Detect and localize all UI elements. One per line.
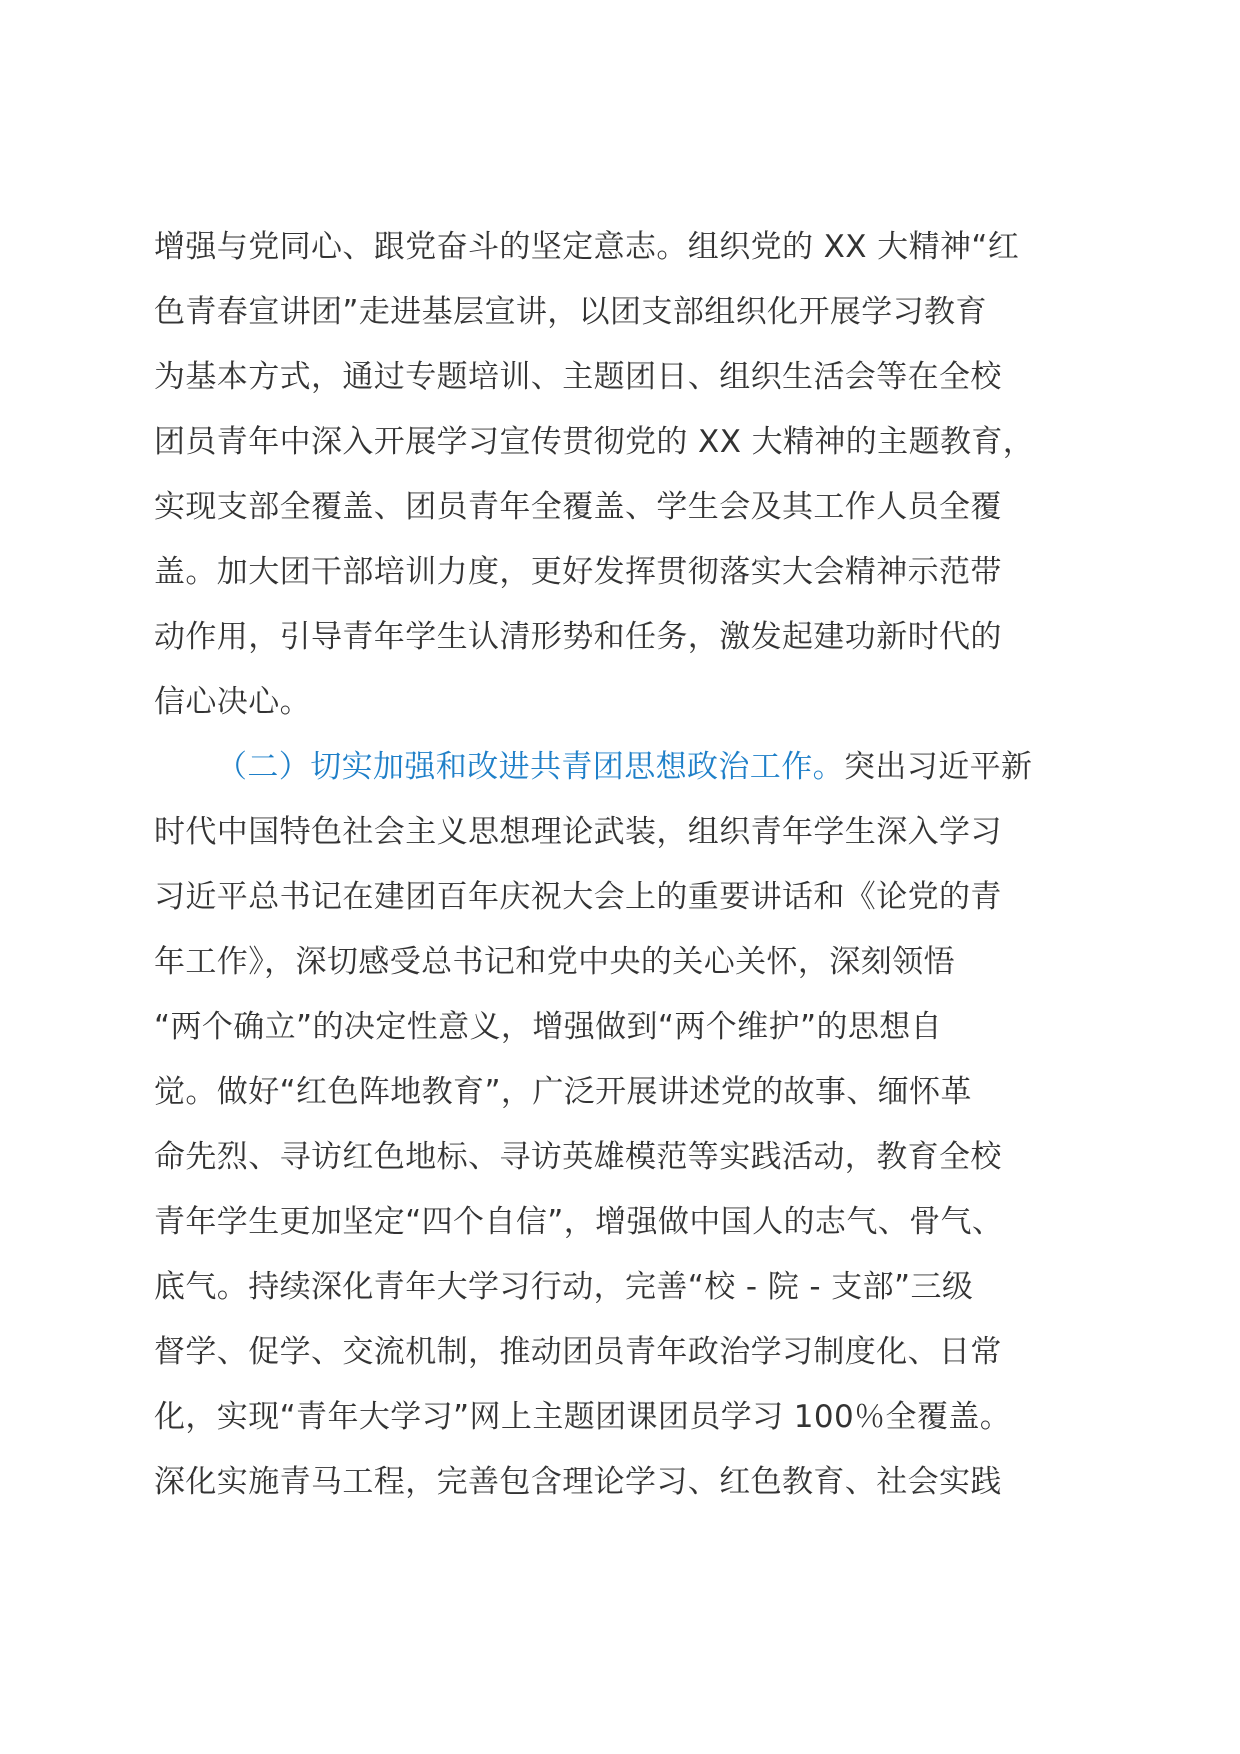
text-line: 深化实施青马工程，完善包含理论学习、红色教育、社会实践: [154, 1464, 1002, 1500]
heading-line-text: 突出习近平新: [844, 749, 1033, 785]
text-line: 时代中国特色社会主义思想理论武装，组织青年学生深入学习: [154, 814, 1002, 850]
text-line: 督学、促学、交流机制，推动团员青年政治学习制度化、日常: [154, 1334, 1002, 1370]
text-line: 色青春宣讲团”走进基层宣讲，以团支部组织化开展学习教育: [154, 294, 987, 330]
text-line: 化，实现“青年大学习”网上主题团课团员学习 100％全覆盖。: [154, 1399, 1012, 1435]
section-heading: （二）切实加强和改进共青团思想政治工作。: [216, 749, 844, 785]
text-line: 实现支部全覆盖、团员青年全覆盖、学生会及其工作人员全覆: [154, 489, 1002, 525]
text-line: 青年学生更加坚定“四个自信”，增强做中国人的志气、骨气、: [154, 1204, 1004, 1240]
text-line: 习近平总书记在建团百年庆祝大会上的重要讲话和《论党的青: [154, 879, 1002, 915]
text-line: 为基本方式，通过专题培训、主题团日、组织生活会等在全校: [154, 359, 1002, 395]
text-line: 动作用，引导青年学生认清形势和任务，激发起建功新时代的: [154, 619, 1002, 655]
paragraph-continuation: [154, 215, 1094, 735]
text-line: 命先烈、寻访红色地标、寻访英雄模范等实践活动，教育全校: [154, 1139, 1002, 1175]
text-line: 信心决心。: [154, 684, 311, 720]
text-line: 底气。持续深化青年大学习行动，完善“校 - 院 - 支部”三级: [154, 1269, 974, 1305]
document-body: [154, 215, 1094, 1515]
text-line: 团员青年中深入开展学习宣传贯彻党的 XX 大精神的主题教育，: [154, 424, 1035, 460]
paragraph-section-2: [154, 735, 1094, 1515]
text-line: “两个确立”的决定性意义，增强做到“两个维护”的思想自: [154, 1009, 943, 1045]
text-line: 觉。做好“红色阵地教育”，广泛开展讲述党的故事、缅怀革: [154, 1074, 972, 1110]
text-line: 增强与党同心、跟党奋斗的坚定意志。组织党的 XX 大精神“红: [154, 229, 1020, 265]
text-line: 年工作》，深切感受总书记和党中央的关心关怀，深刻领悟: [154, 944, 955, 980]
text-line: 盖。加大团干部培训力度，更好发挥贯彻落实大会精神示范带: [154, 554, 1002, 590]
text-line-with-heading: [154, 735, 1094, 800]
